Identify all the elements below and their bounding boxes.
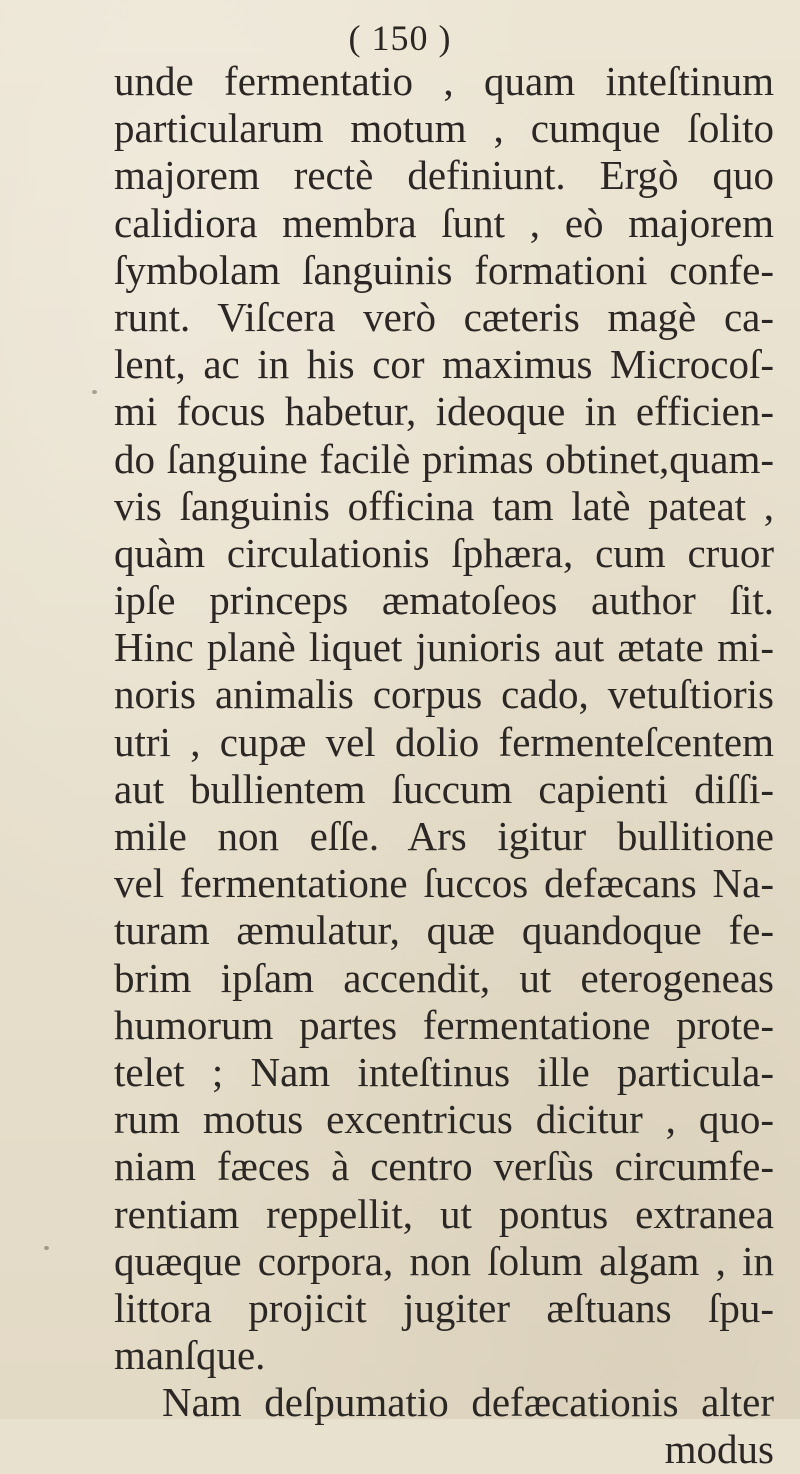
text-line: Nam deſpumatio defæcationis alter: [162, 1379, 774, 1426]
text-line: majorem rectè definiunt. Ergò quo: [114, 152, 774, 199]
text-line: mile non eſſe. Ars igitur bullitione: [114, 813, 774, 859]
text-line: mi focus habetur, ideoque in efficien-: [114, 388, 774, 435]
text-line: humorum partes fermentatione prote-: [114, 1001, 774, 1048]
catchword: modus: [664, 1426, 774, 1473]
text-line: utri , cupæ vel dolio fermenteſcentem: [114, 718, 774, 765]
text-line: rentiam reppellit, ut pontus extranea: [114, 1190, 774, 1237]
text-line: turam æmulatur, quæ quandoque fe-: [114, 907, 774, 954]
body-text: [114, 58, 774, 1474]
ink-speck: [44, 1246, 49, 1250]
text-line: ipſe princeps æmatoſeos author ſit.: [114, 577, 774, 624]
text-line: vel fermentatione ſuccos defæcans Na-: [114, 860, 774, 907]
text-line: brim ipſam accendit, ut eterogeneas: [114, 954, 774, 1001]
text-line: Hinc planè liquet junioris aut ætate mi-: [114, 624, 774, 671]
text-line: aut bullientem ſuccum capienti diſſi-: [114, 765, 774, 812]
text-line: runt. Viſcera verò cæteris magè ca-: [114, 293, 774, 340]
text-line: lent, ac in his cor maximus Microcoſ-: [114, 341, 774, 388]
text-line: telet ; Nam inteſtinus ille particula-: [114, 1048, 774, 1095]
text-line: niam fæces à centro verſùs circumfe-: [114, 1143, 774, 1190]
text-line: calidiora membra ſunt , eò majorem: [114, 199, 774, 246]
text-line: ſymbolam ſanguinis formationi confe-: [114, 246, 774, 293]
text-line: quàm circulationis ſphæra, cum cruor: [114, 529, 774, 576]
ink-speck: [92, 390, 97, 394]
text-line: quæque corpora, non ſolum algam , in: [114, 1237, 774, 1284]
text-line: manſque.: [114, 1332, 266, 1379]
text-line: vis ſanguinis officina tam latè pateat ,: [114, 482, 774, 529]
text-line: noris animalis corpus cado, vetuſtioris: [114, 671, 774, 718]
text-line: do ſanguine facilè primas obtinet,quam-: [114, 435, 774, 482]
page-number: ( 150 ): [348, 18, 452, 58]
text-line: rum motus excentricus dicitur , quo-: [114, 1096, 774, 1143]
text-line: particularum motum , cumque ſolito: [114, 105, 774, 152]
text-line: unde fermentatio , quam inteſtinum: [114, 58, 774, 104]
text-line: littora projicit jugiter æſtuans ſpu-: [114, 1284, 774, 1331]
